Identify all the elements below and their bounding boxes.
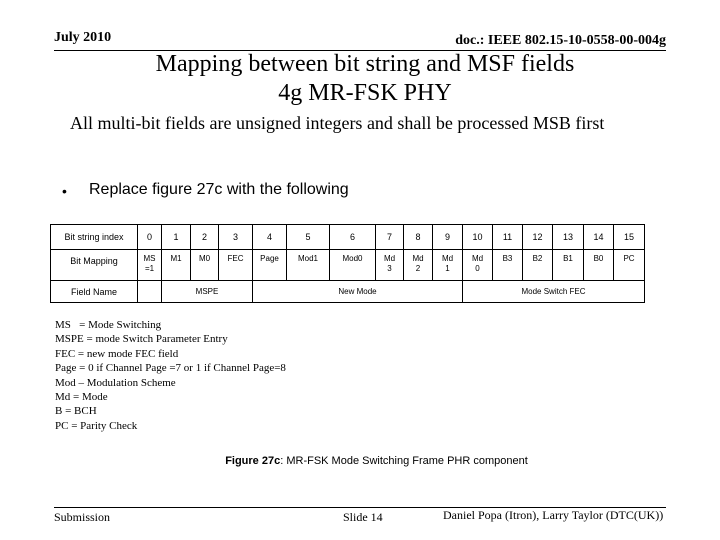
bit-mapping-text: =1 bbox=[144, 264, 155, 273]
slide-subtitle: All multi-bit fields are unsigned integers and shall be processed MSB first bbox=[70, 113, 605, 133]
bit-mapping-text: B3 bbox=[502, 254, 513, 263]
bit-mapping-text: B0 bbox=[593, 254, 604, 263]
bit-mapping-cell bbox=[614, 250, 645, 281]
bit-mapping-cell bbox=[330, 250, 376, 281]
bit-index-cell: 10 bbox=[463, 225, 493, 250]
footer-submission: Submission bbox=[54, 510, 111, 524]
figure-caption bbox=[0, 455, 720, 467]
bit-index-cell: 13 bbox=[553, 225, 584, 250]
bit-index-cell: 14 bbox=[584, 225, 614, 250]
bit-mapping-text: FEC bbox=[227, 254, 244, 263]
bit-mapping-cell bbox=[219, 250, 253, 281]
figure-caption-text: : MR-FSK Mode Switching Frame PHR component bbox=[280, 455, 528, 467]
bit-mapping-cell bbox=[584, 250, 614, 281]
bit-mapping-cell bbox=[162, 250, 191, 281]
bit-mapping-text: Md bbox=[383, 254, 396, 263]
bit-mapping-text: B2 bbox=[532, 254, 543, 263]
bit-index-row bbox=[51, 225, 645, 250]
bit-index-cell: 1 bbox=[162, 225, 191, 250]
bit-mapping-cell bbox=[493, 250, 523, 281]
header-doc-id: doc.: IEEE 802.15-10-0558-00-004g bbox=[455, 33, 666, 48]
bit-mapping-text: 3 bbox=[387, 264, 392, 273]
bit-mapping-cell bbox=[404, 250, 433, 281]
field-ms-cell bbox=[138, 281, 162, 303]
bullet-text: Replace figure 27c with the following bbox=[89, 181, 349, 198]
legend-line: FEC = new mode FEC field bbox=[55, 347, 179, 360]
bit-mapping-text: Md bbox=[441, 254, 454, 263]
legend-line: Mod – Modulation Scheme bbox=[55, 376, 176, 389]
bit-string-index-label: Bit string index bbox=[51, 225, 138, 250]
field-mspe: MSPE bbox=[162, 281, 253, 303]
bit-index-cell: 5 bbox=[287, 225, 330, 250]
legend-line: Md = Mode bbox=[55, 391, 108, 404]
field-name-row bbox=[51, 281, 645, 303]
field-name-label: Field Name bbox=[51, 281, 138, 303]
footer-slide-number: Slide 14 bbox=[343, 510, 383, 524]
bit-mapping-cell bbox=[191, 250, 219, 281]
bit-mapping-text: Md bbox=[471, 254, 484, 263]
bit-index-cell: 0 bbox=[138, 225, 162, 250]
bit-mapping-cell bbox=[433, 250, 463, 281]
bit-mapping-text: M1 bbox=[170, 254, 182, 263]
bit-mapping-cell bbox=[463, 250, 493, 281]
bit-index-cell: 15 bbox=[614, 225, 645, 250]
legend-line: MS = Mode Switching bbox=[55, 319, 162, 331]
bit-index-cell: 6 bbox=[330, 225, 376, 250]
bit-mapping-text: 0 bbox=[475, 264, 480, 273]
abbreviation-legend bbox=[55, 318, 286, 433]
field-new-mode: New Mode bbox=[253, 281, 463, 303]
bit-mapping-cell bbox=[553, 250, 584, 281]
slide-title bbox=[60, 50, 670, 108]
bit-mapping-cell bbox=[253, 250, 287, 281]
figure-label: Figure 27c bbox=[225, 455, 281, 467]
bit-index-cell: 12 bbox=[523, 225, 553, 250]
footer-authors: Daniel Popa (Itron), Larry Taylor (DTC(UK)) bbox=[443, 508, 664, 522]
bullet-symbol: • bbox=[62, 183, 67, 199]
bit-mapping-row bbox=[51, 250, 645, 281]
bit-index-cell: 4 bbox=[253, 225, 287, 250]
legend-line: Page = 0 if Channel Page =7 or 1 if Channel Page=8 bbox=[55, 362, 286, 375]
bit-index-cell: 3 bbox=[219, 225, 253, 250]
bit-mapping-text: 1 bbox=[445, 264, 450, 273]
title-line-1: Mapping between bit string and MSF fields bbox=[155, 51, 575, 77]
bit-index-cell: 7 bbox=[376, 225, 404, 250]
bit-index-cell: 9 bbox=[433, 225, 463, 250]
bit-mapping-cell bbox=[287, 250, 330, 281]
bit-index-cell: 11 bbox=[493, 225, 523, 250]
bit-mapping-label: Bit Mapping bbox=[51, 250, 138, 281]
bit-mapping-text: Mod1 bbox=[297, 254, 318, 263]
title-line-2: 4g MR-FSK PHY bbox=[278, 80, 452, 106]
bit-mapping-text: 2 bbox=[415, 264, 421, 273]
bit-mapping-text: Mod0 bbox=[342, 254, 363, 263]
bit-mapping-text: MS bbox=[143, 254, 156, 263]
bit-mapping-text: Md bbox=[412, 254, 424, 263]
header-date: July 2010 bbox=[54, 30, 112, 45]
bit-mapping-text: B1 bbox=[563, 254, 573, 263]
legend-line: MSPE = mode Switch Parameter Entry bbox=[55, 333, 228, 346]
bit-mapping-text: M0 bbox=[198, 254, 211, 263]
bit-mapping-text: PC bbox=[623, 254, 635, 263]
bit-index-cell: 2 bbox=[191, 225, 219, 250]
bit-mapping-cell bbox=[523, 250, 553, 281]
bit-index-cell: 8 bbox=[404, 225, 433, 250]
legend-line: PC = Parity Check bbox=[55, 419, 138, 432]
field-mode-switch-fec: Mode Switch FEC bbox=[463, 281, 645, 303]
bit-mapping-cell bbox=[138, 250, 162, 281]
bit-mapping-cell bbox=[376, 250, 404, 281]
legend-line: B = BCH bbox=[55, 405, 97, 418]
bit-mapping-text: Page bbox=[260, 254, 279, 263]
bit-mapping-table bbox=[50, 224, 645, 303]
